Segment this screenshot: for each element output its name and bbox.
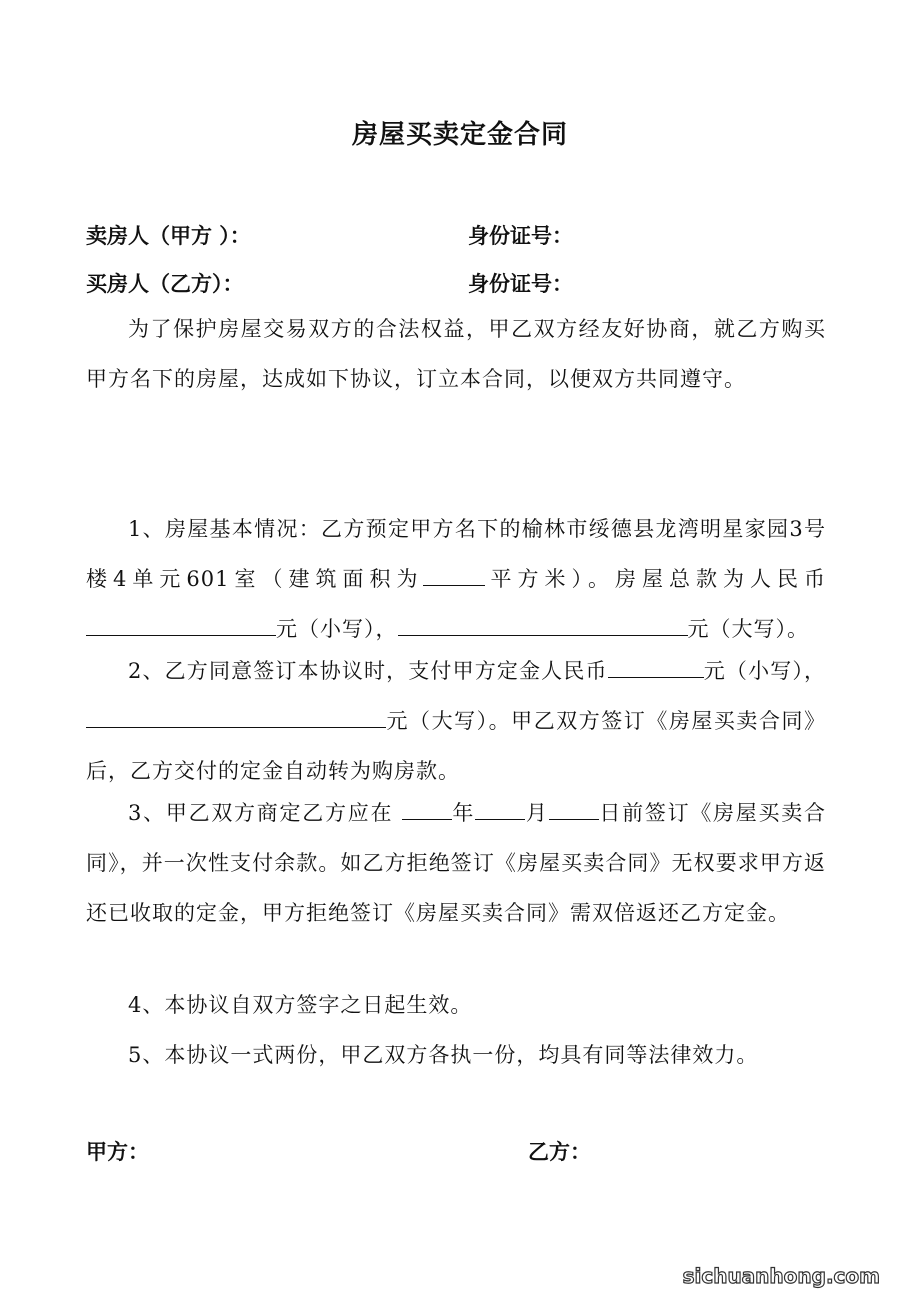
party-a-signature: 甲方： [86, 1140, 149, 1164]
area-blank [423, 563, 485, 586]
buyer-id-label: 身份证号： [468, 272, 573, 296]
buyer-line [86, 268, 573, 298]
deposit-small-blank [608, 655, 704, 678]
document-title: 房屋买卖定金合同 [351, 120, 568, 150]
seller-line [86, 220, 573, 250]
clause-1: 1、房屋基本情况：乙方预定甲方名下的榆林市绥德县龙湾明星家园3号楼4单元601室（建筑面积为 平方米）。房屋总款为人民币元（小写）， 元（大写）。 [86, 517, 826, 641]
clause-5: 5、本协议一式两份，甲乙双方各执一份，均具有同等法律效力。 [128, 1043, 759, 1067]
watermark: sichuanhong.com [682, 1264, 880, 1288]
preamble-paragraph: 为了保护房屋交易双方的合法权益，甲乙双方经友好协商，就乙方购买甲方名下的房屋，达成如下协议，订立本合同，以便双方共同遵守。 [86, 317, 826, 391]
day-blank [549, 797, 599, 820]
seller-label: 卖房人（甲方 ）： [86, 224, 251, 248]
seller-id-label: 身份证号： [468, 224, 573, 248]
year-blank [402, 797, 452, 820]
deposit-capital-blank [86, 705, 386, 728]
clause-4: 4、本协议自双方签字之日起生效。 [128, 993, 473, 1017]
total-price-small-blank [86, 613, 276, 636]
month-blank [475, 797, 525, 820]
party-b-signature: 乙方： [528, 1140, 591, 1164]
clause-3: 3、甲乙双方商定乙方应在 年 月 日前签订《房屋买卖合同》，并一次性支付余款。如乙方拒绝签订《房屋买卖合同》无权要求甲方返还已收取的定金，甲方拒绝签订《房屋买卖合同》需双倍返还乙方定金。 [86, 788, 826, 938]
buyer-label: 买房人（乙方）： [86, 272, 244, 296]
total-price-capital-blank [398, 613, 688, 636]
clause-2: 2、乙方同意签订本协议时，支付甲方定金人民币 元（小写），元（大写）。甲乙双方签订《房屋买卖合同》后，乙方交付的定金自动转为购房款。 [86, 646, 826, 796]
